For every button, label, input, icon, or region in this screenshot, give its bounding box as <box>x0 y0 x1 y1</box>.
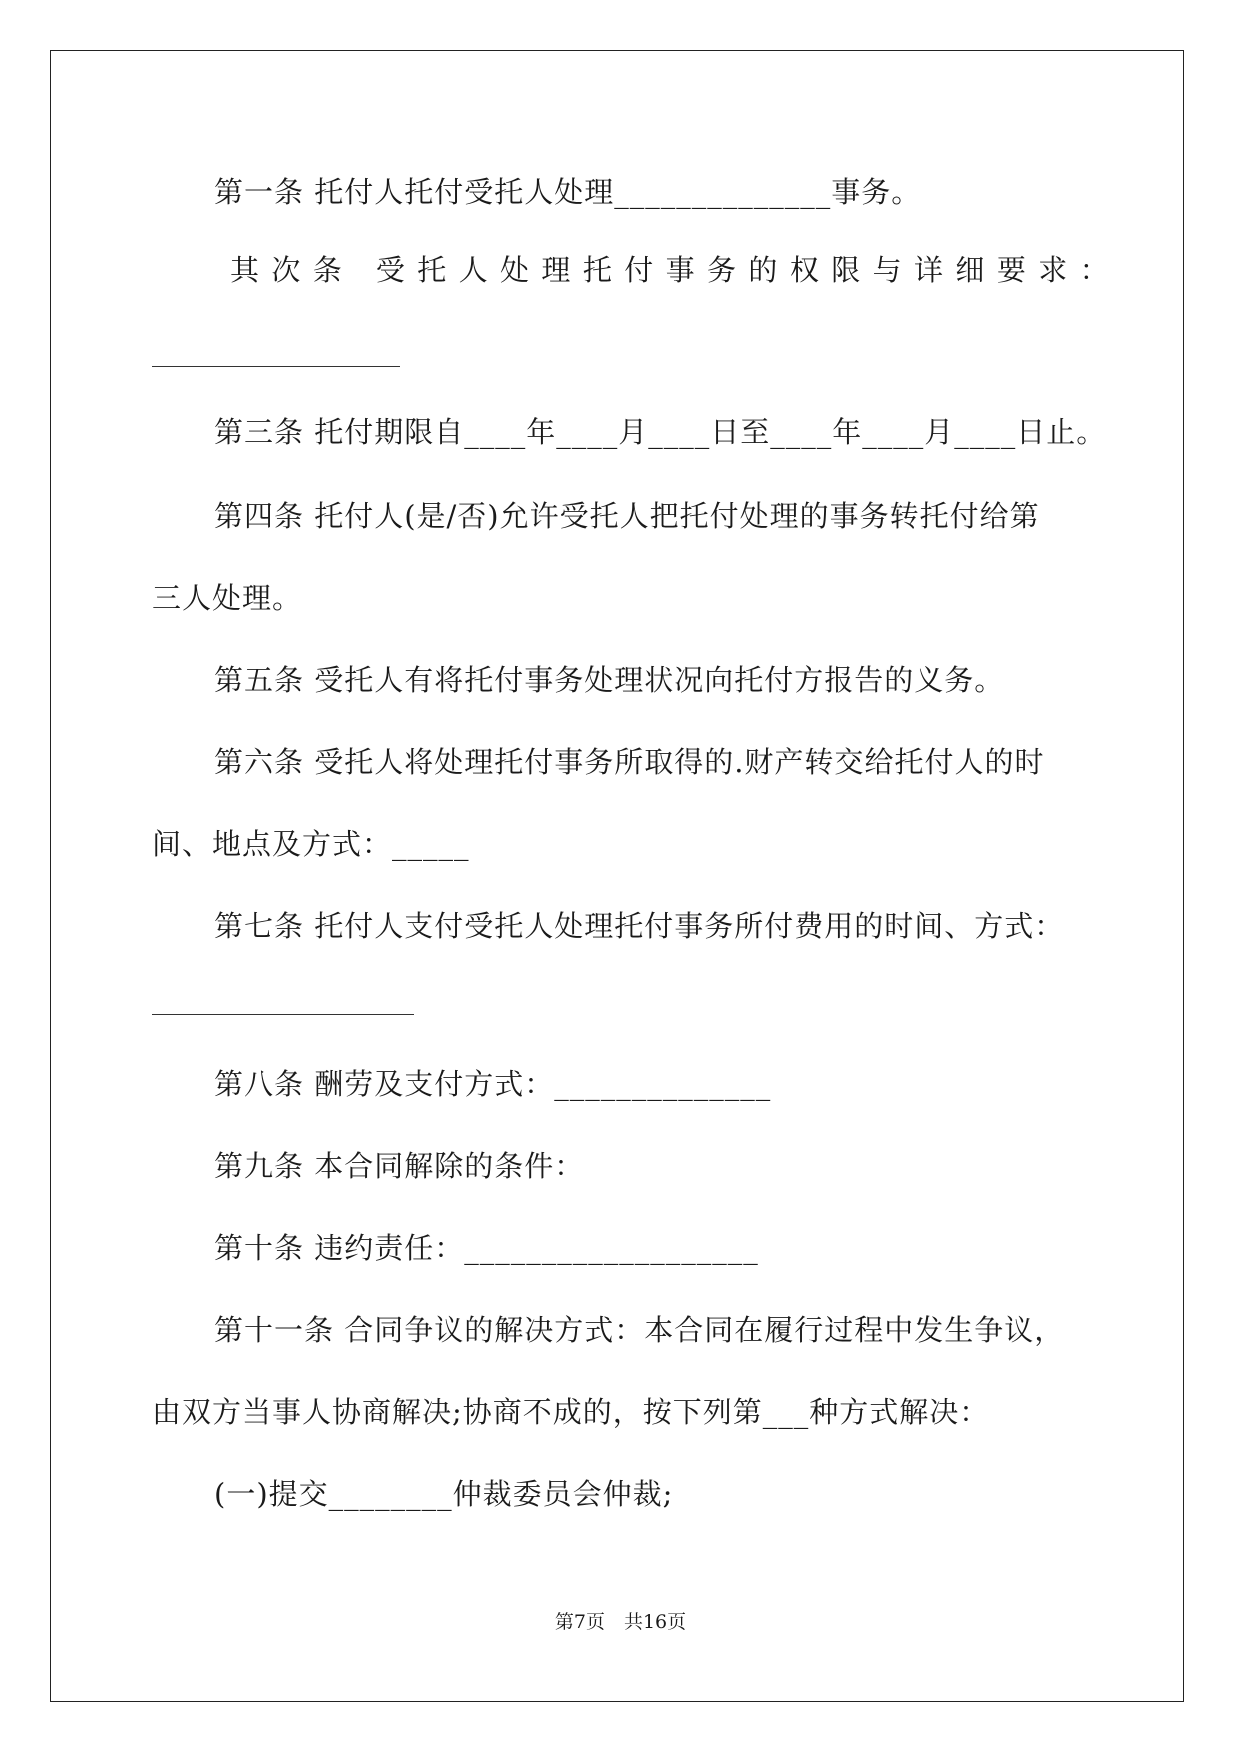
article-11-continued: 由双方当事人协商解决;协商不成的，按下列第___种方式解决： <box>152 1395 990 1429</box>
article-4: 第四条 托付人(是/否)允许受托人把托付处理的事务转托付给第 <box>214 499 1040 533</box>
article-11: 第十一条 合同争议的解决方式：本合同在履行过程中发生争议， <box>214 1313 1065 1347</box>
article-8: 第八条 酬劳及支付方式：______________ <box>214 1067 772 1101</box>
article-9: 第九条 本合同解除的条件： <box>214 1149 585 1183</box>
article-5: 第五条 受托人有将托付事务处理状况向托付方报告的义务。 <box>214 663 1005 697</box>
article-4-continued: 三人处理。 <box>152 581 303 615</box>
article-6-continued: 间、地点及方式：_____ <box>152 827 470 861</box>
article-2: 其次条 受托人处理托付事务的权限与详细要求： <box>230 253 1122 287</box>
article-7: 第七条 托付人支付受托人处理托付事务所付费用的时间、方式： <box>214 909 1065 943</box>
option-1: (一)提交________仲裁委员会仲裁; <box>214 1477 674 1511</box>
article-10: 第十条 违约责任：___________________ <box>214 1231 759 1265</box>
article-6: 第六条 受托人将处理托付事务所取得的.财产转交给托付人的时 <box>214 745 1045 779</box>
page-border <box>50 50 1184 1702</box>
page-number: 第7页 共16页 <box>554 1611 687 1633</box>
blank-line-article-7 <box>152 1014 414 1015</box>
article-1: 第一条 托付人托付受托人处理______________事务。 <box>214 175 922 209</box>
article-3: 第三条 托付期限自____年____月____日至____年____月____日止。 <box>214 415 1107 449</box>
blank-line-article-2 <box>152 366 400 367</box>
